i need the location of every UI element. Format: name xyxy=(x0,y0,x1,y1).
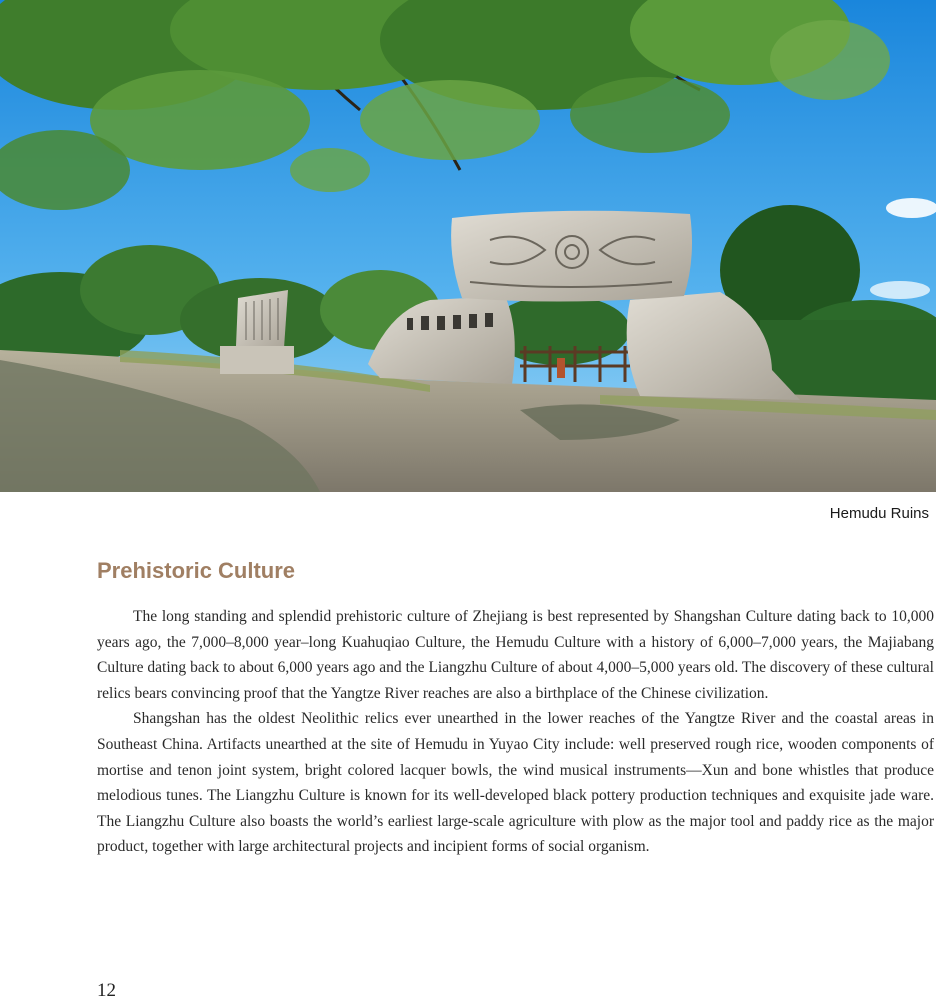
body-text xyxy=(97,604,934,860)
paragraph: The long standing and splendid prehistoric culture of Zhejiang is best represented by Shangshan Culture dating back to 10,000 years ago, the 7,000–8,000 year–long Kuahuqiao Culture, the Hemudu Culture with a history of 6,000–7,000 years, the Majiabang Culture dating back to about 6,000 years ago and the Liangzhu Culture of about 4,000–5,000 years old. The discovery of these cultural relics bears convincing proof that the Yangtze River reaches are also a birthplace of the Chinese civilization. xyxy=(97,608,934,702)
page-number: 12 xyxy=(97,980,116,1001)
paragraph: Shangshan has the oldest Neolithic relics ever unearthed in the lower reaches of the Yangtze River and the coastal areas in Southeast China. Artifacts unearthed at the site of Hemudu in Yuyao City include: well preserved rough rice, wooden components of mortise and tenon joint system, bright colored lacquer bowls, the wind musical instruments—Xun and bone whistles that produce melodious tunes. The Liangzhu Culture is known for its well-developed black pottery production techniques and exquisite jade ware. The Liangzhu Culture also boasts the world’s earliest large-scale agriculture with plow as the major tool and paddy rice as the major product, together with large architectural projects and incipient forms of social organism. xyxy=(97,710,934,856)
visitor xyxy=(557,358,565,378)
hemudu-ruins-photo xyxy=(0,0,936,492)
cloud xyxy=(886,198,936,218)
section-heading: Prehistoric Culture xyxy=(97,558,296,583)
carved-lintel-stone xyxy=(451,211,692,302)
cloud xyxy=(870,281,930,299)
photo-caption: Hemudu Ruins xyxy=(829,505,929,522)
